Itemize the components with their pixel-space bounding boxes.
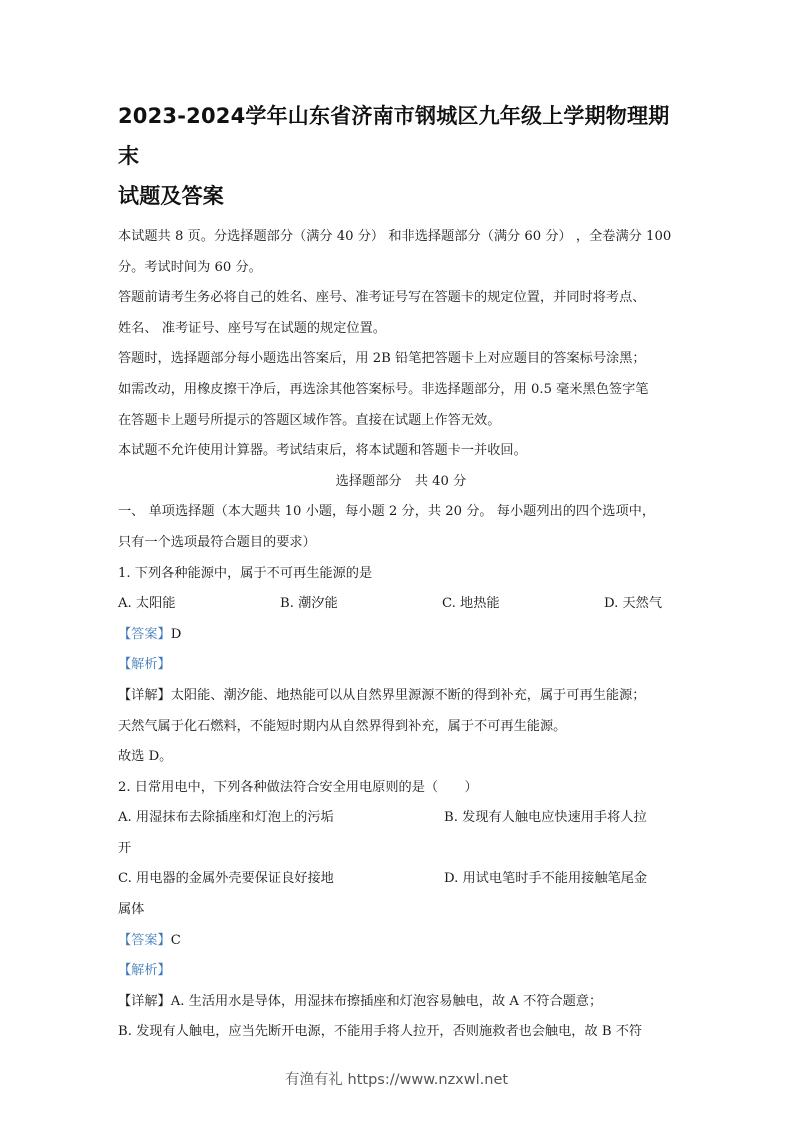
title-line-1: 2023-2024学年山东省济南市钢城区九年级上学期物理期末 bbox=[118, 104, 670, 168]
detail-text: 太阳能、潮汐能、地热能可以从自然界里源源不断的得到补充，属于可再生能源； bbox=[170, 687, 646, 703]
answer-value: C bbox=[170, 932, 181, 948]
question-1 bbox=[118, 559, 684, 773]
option-a: A. 太阳能 bbox=[118, 596, 176, 612]
part-heading-line: 一、 单项选择题（本大题共 10 小题，每小题 2 分，共 20 分。 每小题列出的四个选项中， bbox=[118, 504, 656, 520]
intro-line: 分。考试时间为 60 分。 bbox=[118, 259, 262, 275]
intro-line: 在答题卡上题号所提示的答题区域作答。直接在试题上作答无效。 bbox=[118, 412, 501, 428]
option-c: C. 地热能 bbox=[442, 596, 500, 612]
intro-line: 本试题不允许使用计算器。考试结束后，将本试题和答题卡一并收回。 bbox=[118, 443, 527, 459]
detail-label: 【详解】 bbox=[118, 687, 171, 703]
option-wrap: 属体 bbox=[118, 902, 145, 918]
answer-value: D bbox=[170, 626, 182, 642]
section-heading: 选择题部分 共 40 分 bbox=[335, 473, 467, 489]
analysis-label: 【解析】 bbox=[118, 963, 171, 979]
option-d: D. 用试电笔时手不能用接触笔尾金 bbox=[444, 871, 648, 887]
conclusion: 故选 D。 bbox=[118, 749, 173, 765]
options-row bbox=[118, 803, 684, 834]
intro-line: 本试题共 8 页。分选择题部分（满分 40 分） 和非选择题部分（满分 60 分） ，全卷满分 100 bbox=[118, 229, 672, 244]
footer-watermark: 有渔有礼 https://www.nzxwl.net bbox=[284, 1072, 509, 1088]
intro-line: 答题时，选择题部分每小题选出答案后，用 2B 铅笔把答题卡上对应题目的答案标号涂黑； bbox=[118, 351, 646, 367]
detail-line bbox=[118, 987, 684, 1018]
document-title bbox=[118, 96, 684, 216]
answer-label: 【答案】 bbox=[118, 932, 171, 948]
option-b: B. 发现有人触电应快速用手将人拉 bbox=[444, 810, 647, 826]
intro-line: 如需改动，用橡皮擦干净后，再选涂其他答案标号。非选择题部分，用 0.5 毫米黑色签字笔 bbox=[118, 381, 649, 397]
intro-line: 答题前请考生务必将自己的姓名、座号、准考证号写在答题卡的规定位置，并同时将考点、 bbox=[118, 290, 646, 306]
detail-line: B. 发现有人触电，应当先断开电源，不能用手将人拉开，否则施救者也会触电，故 B 不符 bbox=[118, 1024, 643, 1040]
detail-text: A. 生活用水是导体，用湿抹布擦插座和灯泡容易触电，故 A 不符合题意； bbox=[170, 993, 603, 1009]
option-a: A. 用湿抹布去除插座和灯泡上的污垢 bbox=[118, 810, 334, 826]
detail-line: 天然气属于化石燃料，不能短时期内从自然界得到补充，属于不可再生能源。 bbox=[118, 718, 567, 734]
answer-label: 【答案】 bbox=[118, 626, 171, 642]
analysis-line bbox=[118, 650, 684, 681]
analysis-line bbox=[118, 956, 684, 987]
question-stem: 1. 下列各种能源中，属于不可再生能源的是 bbox=[118, 565, 373, 581]
option-d: D. 天然气 bbox=[604, 596, 663, 612]
option-wrap: 开 bbox=[118, 840, 132, 856]
detail-label: 【详解】 bbox=[118, 993, 171, 1009]
analysis-label: 【解析】 bbox=[118, 657, 171, 673]
part-heading-line: 只有一个选项最符合题目的要求） bbox=[118, 534, 316, 550]
options-row bbox=[118, 864, 684, 895]
options-row bbox=[118, 589, 684, 620]
title-line-2: 试题及答案 bbox=[118, 184, 224, 208]
question-2 bbox=[118, 773, 684, 1048]
option-c: C. 用电器的金属外壳要保证良好接地 bbox=[118, 871, 334, 887]
document-page bbox=[118, 96, 684, 1048]
detail-line bbox=[118, 681, 684, 712]
instructions bbox=[118, 222, 684, 467]
question-stem: 2. 日常用电中，下列各种做法符合安全用电原则的是（ ） bbox=[118, 779, 478, 795]
option-b: B. 潮汐能 bbox=[280, 596, 338, 612]
intro-line: 姓名、 准考证号、座号写在试题的规定位置。 bbox=[118, 320, 386, 336]
answer-line bbox=[118, 620, 684, 651]
answer-line bbox=[118, 926, 684, 957]
